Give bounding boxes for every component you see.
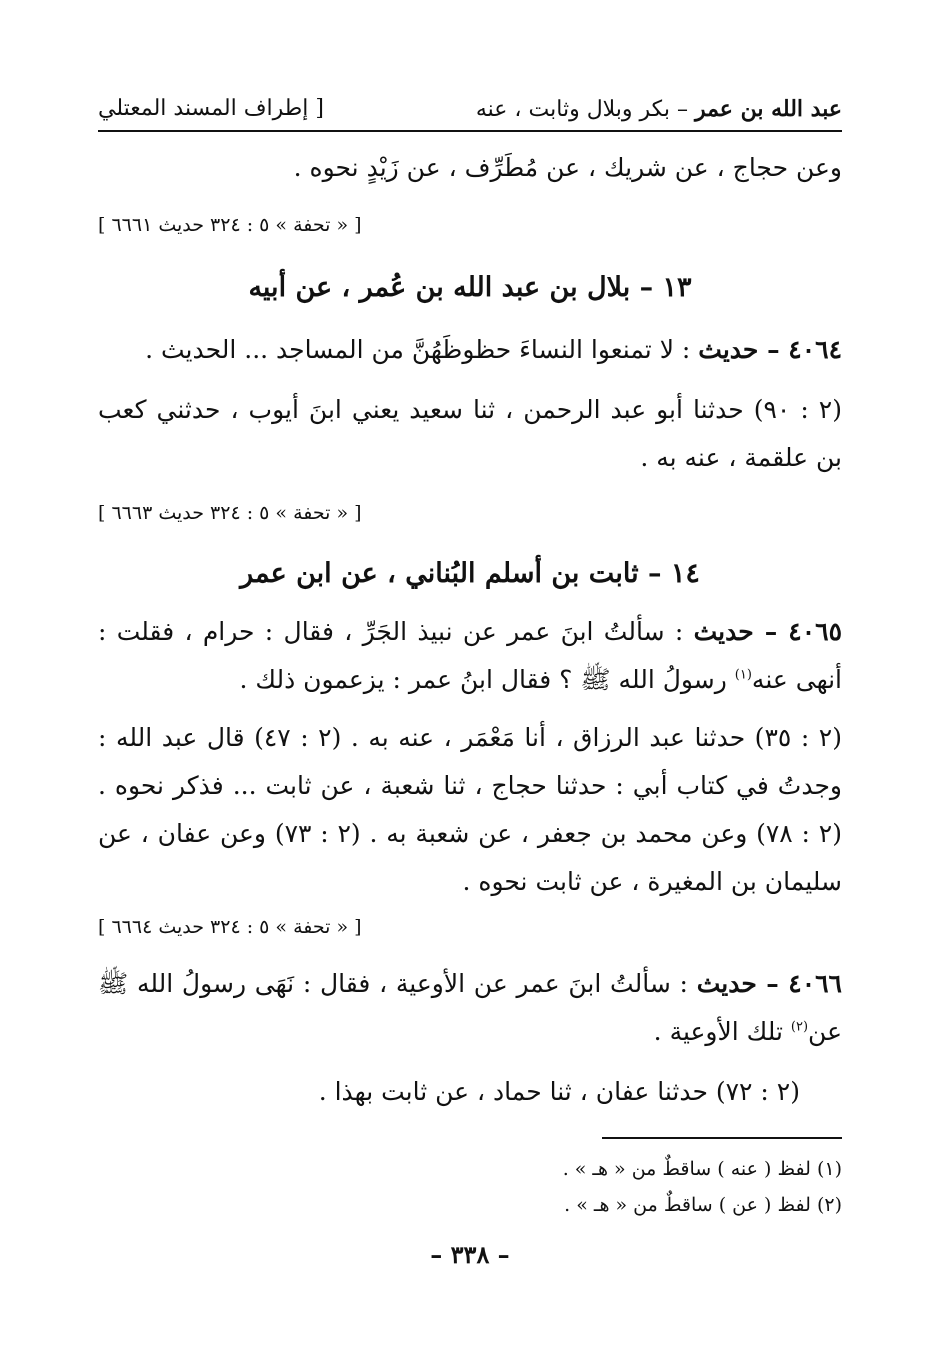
tuhfa-reference-1: [ « تحفة » ٥ : ٣٢٤ حديث ٦٦٦١ ] xyxy=(98,214,362,236)
footnote-2: (٢) لفظ ( عن ) ساقطٌ من « هـ » . xyxy=(564,1194,842,1216)
hadith-4065-isnad: (٢ : ٣٥) حدثنا عبد الرزاق ، أنا مَعْمَر ، عنه به . (٢ : ٤٧) قال عبد الله : وجدتُ في كتاب أبي : حدثنا حجاج ، ثنا شعبة ، عن ثابت ... فذكر نحوه . (٢ : ٧٨) وعن محمد بن جعفر ، عن شعبة به . (٢ : ٧٣) وعن عفان ، عن سليمان بن المغيرة ، عن ثابت نحوه . xyxy=(98,723,842,896)
hadith-4066-text-b: تلك الأوعية . xyxy=(653,1017,791,1046)
header-right-rest: – بكر وبلال وثابت ، عنه xyxy=(475,97,695,122)
section-heading-14: ١٤ – ثابت بن أسلم البُناني ، عن ابن عمر xyxy=(240,558,700,589)
footnote-1: (١) لفظ ( عنه ) ساقطٌ من « هـ » . xyxy=(562,1158,842,1180)
header-right xyxy=(476,96,842,122)
hadith-4065-text-a: : سألتُ ابنَ عمر عن نبيذ الجَرِّ ، فقال : حرام ، فقلت : أنهى عنه xyxy=(98,617,842,694)
hadith-4066-isnad: (٢ : ٧٢) حدثنا عفان ، ثنا حماد ، عن ثابت بهذا . xyxy=(318,1077,800,1106)
hadith-4064-text: : لا تمنعوا النساءَ حظوظَهُنَّ من المساجد ... الحديث . xyxy=(145,335,699,364)
hadith-4066-text-a: : سألتُ ابنَ عمر عن الأوعية ، فقال : نَهَى رسولُ الله ﷺ عن xyxy=(98,969,842,1046)
line-continuation: وعن حجاج ، عن شريك ، عن مُطَرِّف ، عن زَيْدٍ نحوه . xyxy=(293,153,842,182)
header-left: [ إطراف المسند المعتلي xyxy=(98,96,324,121)
hadith-4065-text-b: رسولُ الله ﷺ ؟ فقال ابنُ عمر : يزعمون ذلك . xyxy=(239,665,735,694)
hadith-4066-number: ٤٠٦٦ – حديث xyxy=(696,969,842,998)
hadith-4064-number: ٤٠٦٤ – حديث xyxy=(698,335,842,364)
footnote-marker-1: (١) xyxy=(734,667,752,683)
hadith-4066 xyxy=(98,960,842,1056)
tuhfa-reference-3: [ « تحفة » ٥ : ٣٢٤ حديث ٦٦٦٤ ] xyxy=(98,916,362,938)
hadith-4065-number: ٤٠٦٥ – حديث xyxy=(693,617,842,646)
footnote-marker-2: (٢) xyxy=(790,1019,809,1035)
hadith-4064-isnad: (٢ : ٩٠) حدثنا أبو عبد الرحمن ، ثنا سعيد يعني ابنَ أيوب ، حدثني كعب بن علقمة ، عنه به . xyxy=(98,395,842,472)
page-number: – ٣٣٨ – xyxy=(430,1240,510,1269)
footnote-separator xyxy=(602,1137,842,1139)
hadith-4064 xyxy=(98,326,842,374)
section-heading-13: ١٣ – بلال بن عبد الله بن عُمر ، عن أبيه xyxy=(248,272,692,303)
running-header xyxy=(98,92,842,132)
header-right-title: عبد الله بن عمر xyxy=(694,96,842,122)
hadith-4065 xyxy=(98,608,842,704)
tuhfa-reference-2: [ « تحفة » ٥ : ٣٢٤ حديث ٦٦٦٣ ] xyxy=(98,502,362,524)
header-rule xyxy=(98,130,842,132)
